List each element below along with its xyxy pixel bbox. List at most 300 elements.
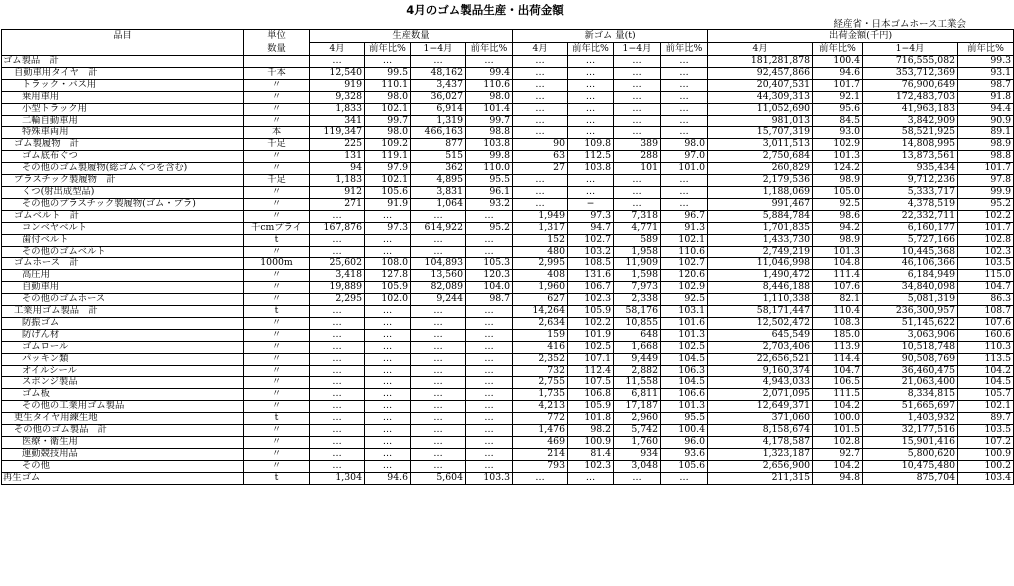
row-value: 98.7 (466, 294, 513, 306)
row-value: 109.8 (568, 139, 614, 151)
row-unit (244, 56, 310, 68)
row-value: 101.7 (813, 79, 863, 91)
row-value: 58,171,447 (708, 306, 813, 318)
row-item-name: くつ(射出成型品) (2, 186, 244, 198)
row-value: 111.5 (813, 389, 863, 401)
rubber-header: 新ゴム 量(t) (513, 30, 708, 43)
row-value: … (568, 127, 614, 139)
row-value: … (365, 365, 411, 377)
col-header: 前年比% (466, 43, 513, 56)
row-value: … (661, 115, 708, 127)
col-header: 1−4月 (411, 43, 466, 56)
row-value: 108.7 (958, 306, 1014, 318)
row-value: 9,244 (411, 294, 466, 306)
row-value: … (411, 329, 466, 341)
row-value: … (466, 317, 513, 329)
row-value: 793 (513, 460, 568, 472)
row-value: 7,973 (614, 282, 661, 294)
row-value: 94.8 (813, 472, 863, 484)
row-value: 105.9 (568, 401, 614, 413)
row-value: … (568, 79, 614, 91)
row-value: 103.8 (568, 163, 614, 175)
row-value: 48,162 (411, 67, 466, 79)
table-row (2, 329, 1014, 341)
row-value: 120.6 (661, 270, 708, 282)
row-value: … (310, 365, 365, 377)
row-value: 96.7 (661, 210, 708, 222)
row-value: 113.9 (813, 341, 863, 353)
row-item-name: 更生タイヤ用練生地 (2, 413, 244, 425)
row-value: 14,264 (513, 306, 568, 318)
row-value: 12,649,371 (708, 401, 813, 413)
row-value: 98.9 (958, 139, 1014, 151)
row-value: − (568, 198, 614, 210)
table-row (2, 151, 1014, 163)
row-unit: 〃 (244, 151, 310, 163)
row-value: 6,160,177 (863, 222, 958, 234)
table-row (2, 353, 1014, 365)
row-item-name: 再生ゴム (2, 472, 244, 484)
row-value: 76,900,649 (863, 79, 958, 91)
row-value: 91.3 (661, 222, 708, 234)
row-value: … (466, 377, 513, 389)
row-value: 99.7 (365, 115, 411, 127)
row-value: 99.9 (958, 186, 1014, 198)
row-value: … (411, 353, 466, 365)
row-value: 46,106,366 (863, 258, 958, 270)
row-value: … (365, 329, 411, 341)
row-unit: 1000m (244, 258, 310, 270)
table-row (2, 163, 1014, 175)
table-row (2, 413, 1014, 425)
row-value: … (661, 198, 708, 210)
row-unit: 〃 (244, 329, 310, 341)
row-value: 109.2 (365, 139, 411, 151)
row-value: 1,960 (513, 282, 568, 294)
row-value: … (310, 437, 365, 449)
row-value: 3,011,513 (708, 139, 813, 151)
row-value: 6,184,949 (863, 270, 958, 282)
row-value: 101.3 (661, 329, 708, 341)
row-value: 408 (513, 270, 568, 282)
row-value: 98.8 (958, 151, 1014, 163)
row-value: 167,876 (310, 222, 365, 234)
row-item-name: 高圧用 (2, 270, 244, 282)
table-row (2, 91, 1014, 103)
row-value: 101.5 (813, 425, 863, 437)
row-value: 1,760 (614, 437, 661, 449)
row-value: 98.0 (365, 91, 411, 103)
row-value: 32,177,516 (863, 425, 958, 437)
row-value: 105.6 (661, 460, 708, 472)
row-value: 1,958 (614, 246, 661, 258)
row-value: 2,656,900 (708, 460, 813, 472)
row-value: … (310, 389, 365, 401)
row-value: 389 (614, 139, 661, 151)
row-value: 12,502,472 (708, 317, 813, 329)
row-unit: 〃 (244, 79, 310, 91)
row-value: 181,281,878 (708, 56, 813, 68)
row-value: 102.5 (568, 341, 614, 353)
row-value: … (365, 56, 411, 68)
row-value: 95.6 (813, 103, 863, 115)
row-value: 14,808,995 (863, 139, 958, 151)
row-value: 371,060 (708, 413, 813, 425)
row-value: 107.1 (568, 353, 614, 365)
row-item-name: その他の工業用ゴム製品 (2, 401, 244, 413)
row-value: 115.0 (958, 270, 1014, 282)
row-unit: 千cmプライ (244, 222, 310, 234)
row-item-name: 小型トラック用 (2, 103, 244, 115)
row-value: 935,434 (863, 163, 958, 175)
row-value: 2,749,219 (708, 246, 813, 258)
row-value: 119,347 (310, 127, 365, 139)
row-value: 98.7 (958, 79, 1014, 91)
row-value: … (513, 472, 568, 484)
row-value: 93.6 (661, 448, 708, 460)
row-value: 4,895 (411, 175, 466, 187)
row-value: … (365, 377, 411, 389)
row-value: 11,052,690 (708, 103, 813, 115)
row-value: 515 (411, 151, 466, 163)
row-value: 236,300,957 (863, 306, 958, 318)
row-value: 102.3 (958, 246, 1014, 258)
row-value: 10,445,368 (863, 246, 958, 258)
row-value: … (661, 103, 708, 115)
row-value: 98.2 (568, 425, 614, 437)
row-value: 469 (513, 437, 568, 449)
row-value: … (661, 175, 708, 187)
row-value: 92.5 (661, 294, 708, 306)
row-value: … (411, 437, 466, 449)
table-row (2, 389, 1014, 401)
row-value: … (513, 115, 568, 127)
row-value: 172,483,703 (863, 91, 958, 103)
row-value: … (411, 210, 466, 222)
col-header: 前年比% (813, 43, 863, 56)
row-value: 105.3 (466, 258, 513, 270)
row-item-name: その他のゴム製品 計 (2, 425, 244, 437)
row-value: 90 (513, 139, 568, 151)
row-value: 22,332,711 (863, 210, 958, 222)
row-value: 1,476 (513, 425, 568, 437)
row-value: … (661, 91, 708, 103)
row-item-name: ゴム底布ぐつ (2, 151, 244, 163)
row-value: 101.7 (958, 163, 1014, 175)
row-value: 102.7 (568, 234, 614, 246)
row-value: 10,855 (614, 317, 661, 329)
row-value: 94.4 (958, 103, 1014, 115)
row-value: 5,884,784 (708, 210, 813, 222)
row-value: 2,179,536 (708, 175, 813, 187)
row-unit: t (244, 472, 310, 484)
row-unit: 〃 (244, 246, 310, 258)
row-value: 104.7 (958, 282, 1014, 294)
row-value: 103.1 (661, 306, 708, 318)
row-value: … (466, 365, 513, 377)
row-value: 2,071,095 (708, 389, 813, 401)
shipment-header: 出荷金額(千円) (708, 30, 1014, 43)
row-item-name: その他 (2, 460, 244, 472)
table-row (2, 282, 1014, 294)
col-header: 1−4月 (863, 43, 958, 56)
report-title: 4月のゴム製品生産・出荷金額 (406, 3, 564, 17)
row-value: 1,701,835 (708, 222, 813, 234)
row-value: 1,183 (310, 175, 365, 187)
row-value: … (568, 175, 614, 187)
row-value: 58,176 (614, 306, 661, 318)
production-shipment-table (1, 29, 1014, 485)
row-unit: 〃 (244, 389, 310, 401)
row-value: 102.9 (813, 139, 863, 151)
row-value: 271 (310, 198, 365, 210)
row-unit: t (244, 234, 310, 246)
row-value: 3,842,909 (863, 115, 958, 127)
row-value: 110.6 (661, 246, 708, 258)
row-value: 102.2 (568, 317, 614, 329)
row-value: 5,604 (411, 472, 466, 484)
row-value: … (365, 413, 411, 425)
row-value: 100.9 (568, 437, 614, 449)
row-item-name: スポンジ製品 (2, 377, 244, 389)
row-value: 97.3 (365, 222, 411, 234)
row-item-name: 運動競技用品 (2, 448, 244, 460)
row-value: 4,378,519 (863, 198, 958, 210)
row-value: 103.8 (466, 139, 513, 151)
row-value: … (411, 389, 466, 401)
row-value: 105.0 (813, 186, 863, 198)
row-item-name: その他のゴム製履物(総ゴムぐつを含む) (2, 163, 244, 175)
row-value: 99.3 (958, 56, 1014, 68)
header-row-1 (2, 30, 1014, 43)
row-value: … (310, 448, 365, 460)
row-value: 919 (310, 79, 365, 91)
row-value: 3,048 (614, 460, 661, 472)
row-value: … (614, 91, 661, 103)
row-value: … (466, 246, 513, 258)
row-value: … (365, 317, 411, 329)
row-value: 17,187 (614, 401, 661, 413)
row-value: 110.0 (466, 163, 513, 175)
row-unit: t (244, 306, 310, 318)
row-value: 341 (310, 115, 365, 127)
row-value: 93.0 (813, 127, 863, 139)
row-value: 110.1 (365, 79, 411, 91)
row-value: 2,960 (614, 413, 661, 425)
row-value: 5,081,319 (863, 294, 958, 306)
row-value: 466,163 (411, 127, 466, 139)
row-value: 9,449 (614, 353, 661, 365)
row-value: … (513, 198, 568, 210)
row-value: 90,508,769 (863, 353, 958, 365)
row-value: 105.6 (365, 186, 411, 198)
row-value: 92,457,866 (708, 67, 813, 79)
row-value: 10,475,480 (863, 460, 958, 472)
row-value: 1,598 (614, 270, 661, 282)
row-value: 1,833 (310, 103, 365, 115)
row-item-name: 二輪自動車用 (2, 115, 244, 127)
row-value: 101.3 (661, 401, 708, 413)
row-value: … (614, 472, 661, 484)
row-value: 1,668 (614, 341, 661, 353)
row-value: 353,712,369 (863, 67, 958, 79)
row-value: … (568, 103, 614, 115)
row-value: 101.0 (661, 163, 708, 175)
row-value: 104.7 (813, 365, 863, 377)
table-row (2, 103, 1014, 115)
row-value: 100.0 (813, 413, 863, 425)
row-value: … (310, 377, 365, 389)
row-value: 44,309,313 (708, 91, 813, 103)
row-value: 95.2 (466, 222, 513, 234)
table-row (2, 234, 1014, 246)
table-body (2, 56, 1014, 485)
row-item-name: その他のゴムベルト (2, 246, 244, 258)
row-value: 589 (614, 234, 661, 246)
header-row-2 (2, 43, 1014, 56)
row-item-name: 乗用車用 (2, 91, 244, 103)
row-value: 416 (513, 341, 568, 353)
row-value: 99.7 (466, 115, 513, 127)
row-value: 912 (310, 186, 365, 198)
row-value: 214 (513, 448, 568, 460)
row-value: 13,560 (411, 270, 466, 282)
row-value: 104.8 (813, 258, 863, 270)
row-value: 2,295 (310, 294, 365, 306)
table-row (2, 306, 1014, 318)
row-item-name: 医療・衛生用 (2, 437, 244, 449)
row-value: 51,145,622 (863, 317, 958, 329)
row-unit: 〃 (244, 401, 310, 413)
col-header: 4月 (310, 43, 365, 56)
row-value: 95.5 (661, 413, 708, 425)
row-value: 27 (513, 163, 568, 175)
row-value: 102.3 (568, 294, 614, 306)
row-value: 99.4 (466, 67, 513, 79)
row-unit: 〃 (244, 425, 310, 437)
row-value: 98.9 (813, 175, 863, 187)
row-value: … (513, 175, 568, 187)
row-value: … (568, 67, 614, 79)
row-value: … (310, 425, 365, 437)
row-value: … (365, 353, 411, 365)
row-value: … (365, 210, 411, 222)
row-value: 107.6 (958, 317, 1014, 329)
row-value: 104.5 (661, 353, 708, 365)
row-value: 981,013 (708, 115, 813, 127)
row-value: 5,742 (614, 425, 661, 437)
row-value: 103.5 (958, 258, 1014, 270)
table-row (2, 175, 1014, 187)
row-value: … (513, 56, 568, 68)
row-value: 131.6 (568, 270, 614, 282)
row-value: 13,873,561 (863, 151, 958, 163)
row-value: 102.5 (661, 341, 708, 353)
row-value: 101.4 (466, 103, 513, 115)
row-value: … (310, 234, 365, 246)
row-value: 84.5 (813, 115, 863, 127)
table-row (2, 56, 1014, 68)
table-row (2, 460, 1014, 472)
row-value: … (411, 448, 466, 460)
row-value: … (614, 186, 661, 198)
table-row (2, 425, 1014, 437)
row-value: 110.3 (958, 341, 1014, 353)
row-value: 98.0 (661, 139, 708, 151)
row-value: 875,704 (863, 472, 958, 484)
row-value: 106.6 (661, 389, 708, 401)
col-header: 4月 (708, 43, 813, 56)
row-value: … (614, 103, 661, 115)
row-value: 110.4 (813, 306, 863, 318)
table-row (2, 365, 1014, 377)
row-value: … (466, 210, 513, 222)
row-value: 98.0 (365, 127, 411, 139)
row-value: … (310, 317, 365, 329)
row-value: 96.0 (661, 437, 708, 449)
row-value: 104.2 (813, 401, 863, 413)
row-value: … (411, 317, 466, 329)
row-item-name: コンベヤベルト (2, 222, 244, 234)
row-item-name: 歯付ベルト (2, 234, 244, 246)
row-value: 10,518,748 (863, 341, 958, 353)
row-value: 1,319 (411, 115, 466, 127)
row-value: 6,914 (411, 103, 466, 115)
row-value: 22,656,521 (708, 353, 813, 365)
table-row (2, 377, 1014, 389)
col-header: 前年比% (365, 43, 411, 56)
row-value: 288 (614, 151, 661, 163)
table-row (2, 139, 1014, 151)
row-value: 1,064 (411, 198, 466, 210)
row-value: 127.8 (365, 270, 411, 282)
row-unit: 〃 (244, 210, 310, 222)
row-value: … (513, 91, 568, 103)
row-value: … (411, 56, 466, 68)
row-item-name: 自動車用 (2, 282, 244, 294)
row-value: 100.4 (661, 425, 708, 437)
row-value: 2,703,406 (708, 341, 813, 353)
row-value: 110.6 (466, 79, 513, 91)
row-value: 102.1 (958, 401, 1014, 413)
row-value: … (661, 56, 708, 68)
row-value: … (310, 460, 365, 472)
row-value: 648 (614, 329, 661, 341)
row-value: 120.3 (466, 270, 513, 282)
table-row (2, 472, 1014, 484)
row-value: … (614, 67, 661, 79)
col-header: 4月 (513, 43, 568, 56)
row-item-name: 防振ゴム (2, 317, 244, 329)
row-value: … (568, 115, 614, 127)
row-unit: 〃 (244, 448, 310, 460)
row-value: 5,800,620 (863, 448, 958, 460)
row-value: 2,750,684 (708, 151, 813, 163)
row-value: 58,521,925 (863, 127, 958, 139)
source-label: 経産省・日本ゴムホース工業会 (833, 19, 966, 30)
row-value: … (661, 472, 708, 484)
row-item-name: オイルシール (2, 365, 244, 377)
row-value: … (661, 79, 708, 91)
row-value: 7,318 (614, 210, 661, 222)
row-value: 6,811 (614, 389, 661, 401)
row-value: … (466, 389, 513, 401)
row-value: 101.6 (661, 317, 708, 329)
row-value: 480 (513, 246, 568, 258)
row-value: … (614, 127, 661, 139)
row-value: 107.2 (958, 437, 1014, 449)
row-value: … (466, 56, 513, 68)
